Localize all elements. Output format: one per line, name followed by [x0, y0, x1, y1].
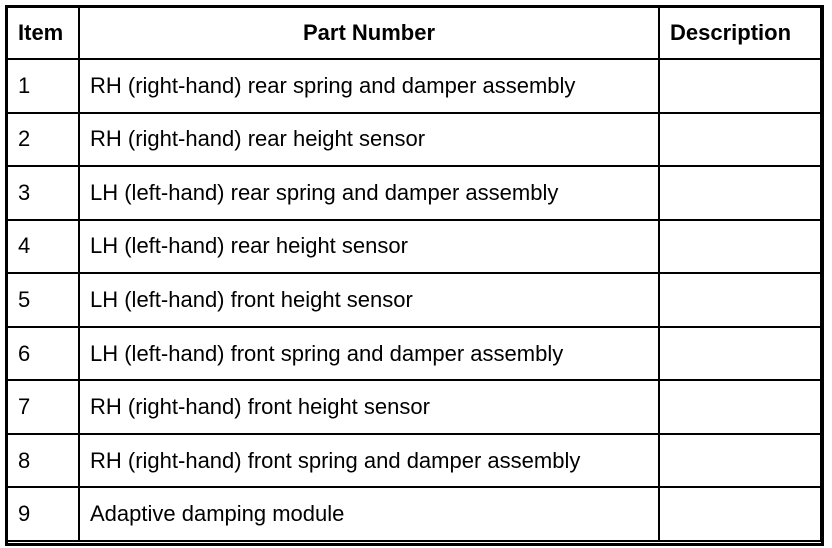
item-number: 3: [7, 166, 79, 220]
item-number: 6: [7, 327, 79, 381]
part-number: Adaptive damping module: [79, 487, 659, 541]
table-row: [7, 59, 821, 113]
table-row: [7, 327, 821, 381]
item-number: 1: [7, 59, 79, 113]
part-number: RH (right-hand) front spring and damper assembly: [79, 434, 659, 488]
item-number: 8: [7, 434, 79, 488]
description: [659, 59, 821, 113]
description: [659, 220, 821, 274]
table-row: [7, 487, 821, 541]
part-number: LH (left-hand) rear height sensor: [79, 220, 659, 274]
parts-table: [6, 6, 822, 542]
part-number: LH (left-hand) front height sensor: [79, 273, 659, 327]
table-row: [7, 434, 821, 488]
table-header-row: [7, 7, 821, 59]
description: [659, 273, 821, 327]
item-number: 5: [7, 273, 79, 327]
description: [659, 380, 821, 434]
item-number: 9: [7, 487, 79, 541]
item-number: 4: [7, 220, 79, 274]
header-description: Description: [659, 7, 821, 59]
description: [659, 113, 821, 167]
description: [659, 487, 821, 541]
item-number: 7: [7, 380, 79, 434]
header-part-number: Part Number: [79, 7, 659, 59]
item-number: 2: [7, 113, 79, 167]
part-number: LH (left-hand) rear spring and damper assembly: [79, 166, 659, 220]
table-row: [7, 220, 821, 274]
part-number: RH (right-hand) rear height sensor: [79, 113, 659, 167]
table-row: [7, 273, 821, 327]
part-number: RH (right-hand) front height sensor: [79, 380, 659, 434]
header-item: Item: [7, 7, 79, 59]
part-number: LH (left-hand) front spring and damper assembly: [79, 327, 659, 381]
table-row: [7, 380, 821, 434]
description: [659, 434, 821, 488]
part-number: RH (right-hand) rear spring and damper assembly: [79, 59, 659, 113]
description: [659, 166, 821, 220]
table-row: [7, 113, 821, 167]
description: [659, 327, 821, 381]
table-row: [7, 166, 821, 220]
